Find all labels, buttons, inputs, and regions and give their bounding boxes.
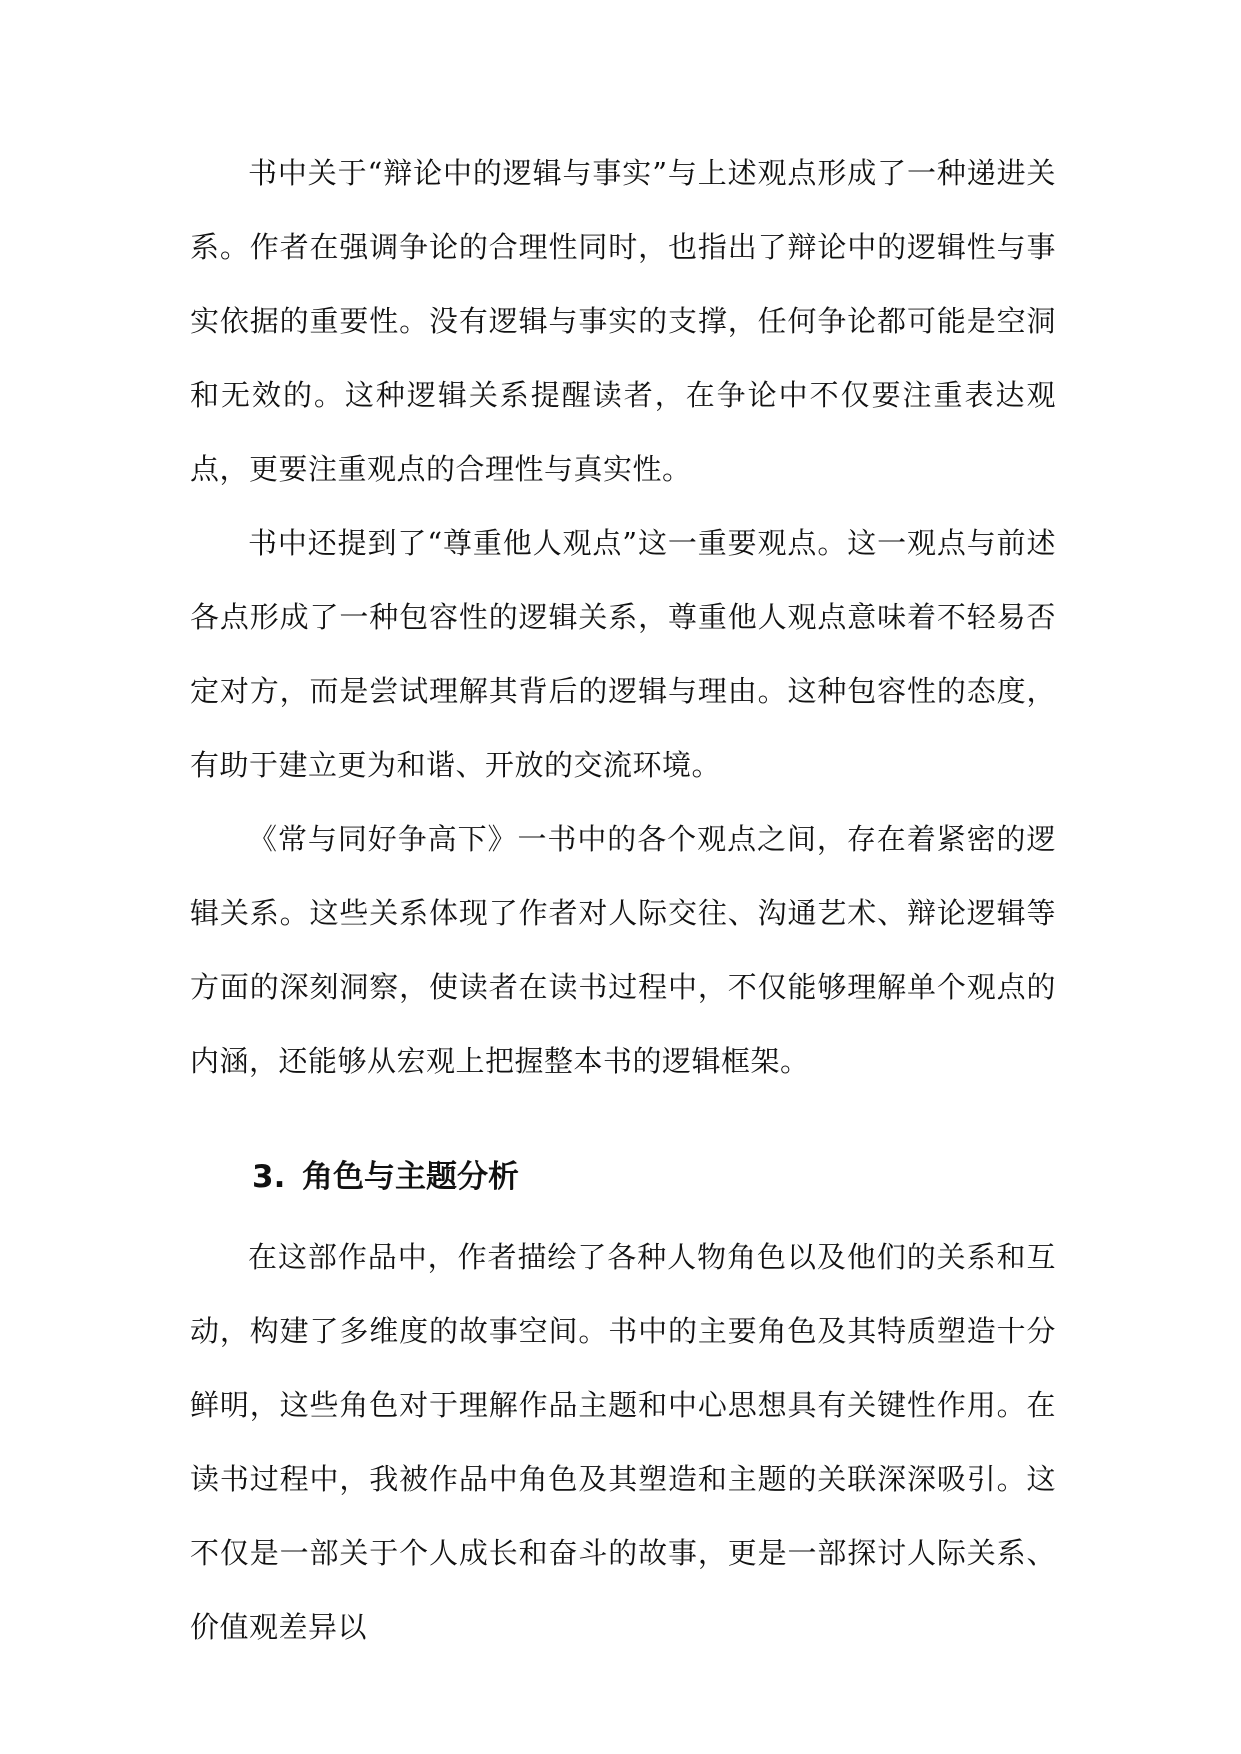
section-title: 角色与主题分析 <box>302 1159 519 1195</box>
paragraph-logic-and-facts: 书中关于“辩论中的逻辑与事实”与上述观点形成了一种递进关系。作者在强调争论的合理性同时，也指出了辩论中的逻辑性与事实依据的重要性。没有逻辑与事实的支撑，任何争论都可能是空洞和无效的。这种逻辑关系提醒读者，在争论中不仅要注重表达观点，更要注重观点的合理性与真实性。 <box>190 156 1056 486</box>
paragraph-book-summary: 《常与同好争高下》一书中的各个观点之间，存在着紧密的逻辑关系。这些关系体现了作者对人际交往、沟通艺术、辩论逻辑等方面的深刻洞察，使读者在读书过程中，不仅能够理解单个观点的内涵，还能够从宏观上把握整本书的逻辑框架。 <box>190 822 1056 1078</box>
paragraph-respect-others: 书中还提到了“尊重他人观点”这一重要观点。这一观点与前述各点形成了一种包容性的逻辑关系，尊重他人观点意味着不轻易否定对方，而是尝试理解其背后的逻辑与理由。这种包容性的态度，有助于建立更为和谐、开放的交流环境。 <box>190 526 1056 782</box>
section-heading <box>190 1140 1056 1214</box>
paragraph-characters-themes: 在这部作品中，作者描绘了各种人物角色以及他们的关系和互动，构建了多维度的故事空间。书中的主要角色及其特质塑造十分鲜明，这些角色对于理解作品主题和中心思想具有关键性作用。在读书过程中，我被作品中角色及其塑造和主题的关联深深吸引。这不仅是一部关于个人成长和奋斗的故事，更是一部探讨人际关系、价值观差异以 <box>190 1240 1056 1644</box>
document-body <box>190 136 1056 1664</box>
section-number: 3. <box>252 1159 286 1195</box>
